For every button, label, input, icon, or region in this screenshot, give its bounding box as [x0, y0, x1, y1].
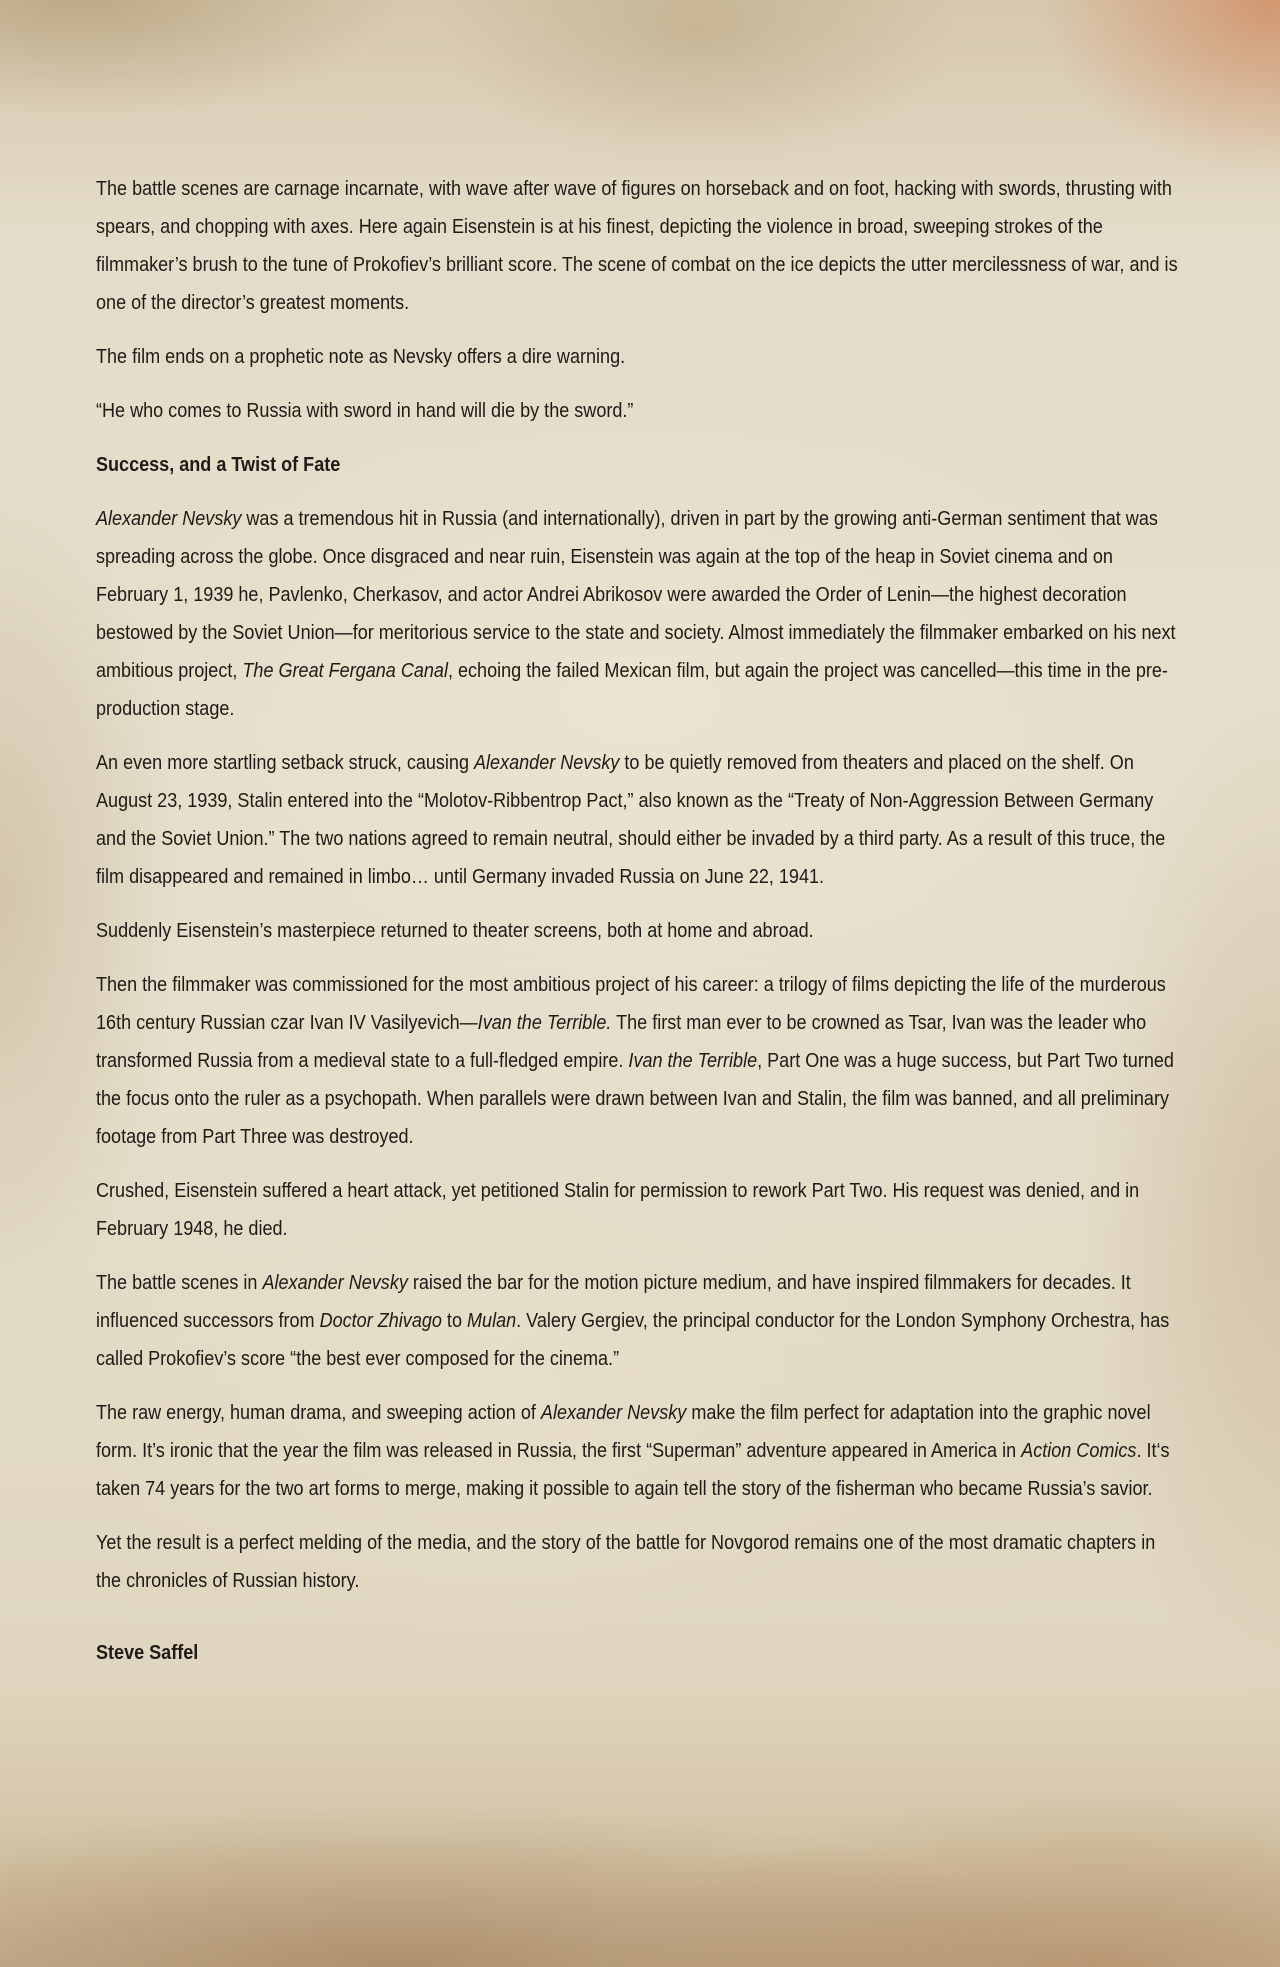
film-title: Ivan the Terrible. — [477, 1011, 612, 1034]
paragraph-crushed: Crushed, Eisenstein suffered a heart attack, yet petitioned Stalin for permission to rework Part Two. His request was denied, and in February 1948, he died. — [96, 1179, 1140, 1240]
text-run: , Part One was a huge success, but Part Two turned the focus onto the ruler as a psychopath. When parallels were drawn between Ivan and Stalin, the film was banned, and all preliminary footage from Part Three was destroyed. — [96, 1049, 1174, 1148]
text-run: The first man ever to be crowned as Tsar, Ivan was the leader who transformed Russia from a medieval state to a full-fledged empire. — [96, 1011, 1147, 1072]
text-run: . It‘s taken 74 years for the two art forms to merge, making it possible to again tell the story of the fisherman who became Russia’s savior. — [96, 1439, 1170, 1500]
film-title: Alexander Nevsky — [96, 507, 242, 530]
text-run: Then the filmmaker was commissioned for the most ambitious project of his career: a trilogy of films depicting the life of the murderous 16th century Russian czar Ivan IV Vasilyevich— — [96, 973, 1166, 1034]
film-title: The Great Fergana Canal — [242, 659, 448, 682]
paragraph-return: Suddenly Eisenstein’s masterpiece returned to theater screens, both at home and abroad. — [96, 919, 814, 942]
film-title: Ivan the Terrible — [628, 1049, 758, 1072]
section-heading: Success, and a Twist of Fate — [96, 453, 341, 476]
text-run: , echoing the failed Mexican film, but again the project was cancelled—this time in the pre-production stage. — [96, 659, 1168, 720]
text-run: The raw energy, human drama, and sweeping action of — [96, 1401, 541, 1424]
publication-title: Action Comics — [1021, 1439, 1137, 1462]
paragraph-success — [96, 500, 1184, 728]
paragraph-quote: “He who comes to Russia with sword in hand will die by the sword.” — [96, 399, 634, 422]
text-run: to — [441, 1309, 468, 1332]
text-run: make the film perfect for adaptation into the graphic novel form. It’s ironic that the year the film was released in Russia, the first “Superman” adventure appeared in America in — [96, 1401, 1151, 1462]
paragraph-adaptation — [96, 1394, 1184, 1508]
paragraph-influence — [96, 1264, 1184, 1378]
paragraph-conclusion: Yet the result is a perfect melding of the media, and the story of the battle for Novgorod remains one of the most dramatic chapters in the chronicles of Russian history. — [96, 1531, 1156, 1592]
paragraph-setback — [96, 744, 1184, 896]
film-title: Doctor Zhivago — [319, 1309, 442, 1332]
text-run: An even more startling setback struck, causing — [96, 751, 475, 774]
paragraph-film-ending: The film ends on a prophetic note as Nevsky offers a dire warning. — [96, 345, 626, 368]
paragraph-ivan — [96, 966, 1184, 1156]
author-signature: Steve Saffel — [96, 1641, 199, 1664]
paragraph-battle-scenes: The battle scenes are carnage incarnate, with wave after wave of figures on horseback and on foot, hacking with swords, thrusting with spears, and chopping with axes. Here again Eisenstein is at his finest, depicting the violence in broad, sweeping strokes of the filmmaker’s brush to the tune of Prokofiev’s brilliant score. The scene of combat on the ice depicts the utter mercilessness of war, and is one of the director’s greatest moments. — [96, 177, 1178, 314]
text-run: was a tremendous hit in Russia (and internationally), driven in part by the growing anti-German sentiment that was spreading across the globe. Once disgraced and near ruin, Eisenstein was again at the top of the heap in Soviet cinema and on February 1, 1939 he, Pavlenko, Cherkasov, and actor Andrei Abrikosov were awarded the Order of Lenin—the highest decoration bestowed by the Soviet Union—for meritorious service to the state and society. Almost immediately the filmmaker embarked on his next ambitious project, — [96, 507, 1176, 682]
text-run: . Valery Gergiev, the principal conductor for the London Symphony Orchestra, has called Prokofiev’s score “the best ever composed for the cinema.” — [96, 1309, 1170, 1370]
film-title: Mulan — [467, 1309, 517, 1332]
text-run: to be quietly removed from theaters and placed on the shelf. On August 23, 1939, Stalin entered into the “Molotov-Ribbentrop Pact,” also known as the “Treaty of Non-Aggression Between Germany and the Soviet Union.” The two nations agreed to remain neutral, should either be invaded by a third party. As a result of this truce, the film disappeared and remained in limbo… until Germany invaded Russia on June 22, 1941. — [96, 751, 1166, 888]
text-run: raised the bar for the motion picture medium, and have inspired filmmakers for decades. It influenced successors from — [96, 1271, 1131, 1332]
article-body — [96, 170, 1184, 1688]
text-run: The battle scenes in — [96, 1271, 263, 1294]
film-title: Alexander Nevsky — [474, 751, 620, 774]
film-title: Alexander Nevsky — [262, 1271, 408, 1294]
film-title: Alexander Nevsky — [540, 1401, 687, 1424]
